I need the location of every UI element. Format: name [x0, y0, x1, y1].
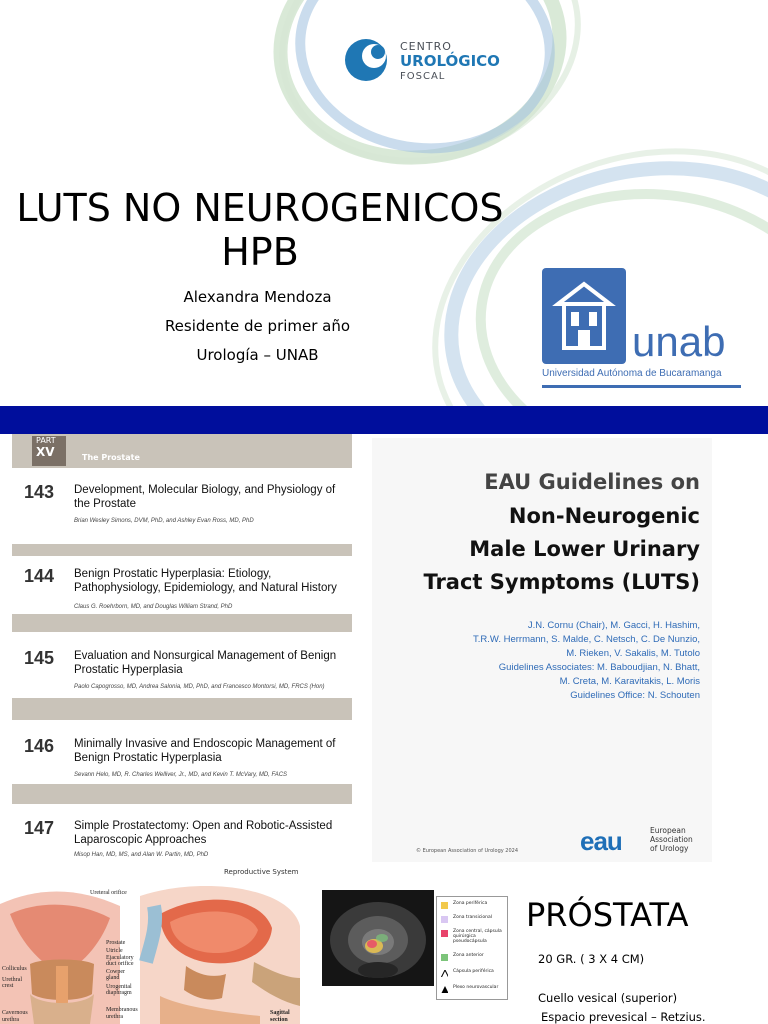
chapter-authors: Sevann Helo, MD, R. Charles Welliver, Jr., MD, and Kevin T. McVary, MD, FACS — [74, 772, 288, 778]
legend-label: Zona transicional — [453, 915, 493, 920]
chapter-title: Evaluation and Nonsurgical Management of Benign Prostatic Hyperplasia — [74, 650, 337, 676]
centro-logo-line2: UROLÓGICO — [400, 52, 500, 70]
chapter-authors: Brian Wesley Simons, DVM, PhD, and Ashley Evan Ross, MD, PhD — [74, 518, 254, 524]
chapter-number: 146 — [24, 736, 55, 756]
centro-urologico-logo — [344, 38, 504, 88]
chapter-entry — [12, 814, 352, 866]
label-urethra: urethra — [106, 1014, 123, 1020]
slide-title — [0, 186, 520, 274]
chapter-authors: Claus G. Roehrborn, MD, and Douglas William Strand, PhD — [74, 604, 233, 610]
eau-author-line: Guidelines Associates: M. Baboudjian, N. Bhatt, — [498, 662, 700, 673]
references-slide — [0, 434, 768, 866]
part-label: PART — [36, 436, 56, 445]
textbook-contents — [8, 434, 360, 866]
legend-label: Zona central, cápsula quirúrgica pseudocápsula — [453, 929, 502, 944]
eau-logo-text-line: European — [650, 826, 686, 835]
mri-zone-legend — [436, 896, 508, 1000]
label-gland: gland — [106, 975, 120, 981]
label-colliculus: Colliculus — [2, 966, 27, 972]
label-crest: crest — [2, 983, 14, 989]
eau-logo-text-line: of Urology — [650, 844, 689, 853]
prostate-anatomy-drawing-icon — [0, 866, 310, 1024]
eau-title-line: Non-Neurogenic — [508, 504, 700, 528]
label-sagittal: Sagittal — [270, 1010, 290, 1016]
label-urethral: Urethral — [2, 977, 22, 983]
chapter-title: Benign Prostatic Hyperplasia: Etiology, Pathophysiology, Epidemiology, and Natural History — [74, 568, 337, 594]
centro-logo-mark-icon — [344, 38, 392, 82]
label-diaphragm: diaphragm — [106, 990, 132, 996]
prostate-mri-image — [322, 890, 434, 986]
chapter-number: 144 — [24, 566, 55, 586]
title-line-1: LUTS NO NEUROGENICOS — [16, 186, 504, 230]
legend-swatch — [441, 902, 448, 909]
unab-underline — [542, 385, 741, 388]
unab-wordmark: unab — [632, 318, 726, 365]
legend-label: Zona anterior — [453, 953, 484, 958]
eau-copyright: © European Association of Urology 2024 — [416, 848, 519, 854]
eau-logo-text — [650, 826, 693, 853]
unab-building-icon — [542, 268, 626, 364]
title-slide — [0, 0, 768, 406]
label-section: section — [270, 1017, 288, 1023]
eau-title-line: Male Lower Urinary — [469, 537, 700, 561]
label-cowper: Cowper — [106, 969, 125, 975]
chapter-entry — [12, 562, 352, 642]
chapter-title: Development, Molecular Biology, and Physiology of the Prostate — [74, 484, 336, 510]
eau-author-line: T.R.W. Herrmann, S. Malde, C. Netsch, C. De Nunzio, — [472, 634, 700, 645]
label-ejaculatory: Ejaculatory — [106, 955, 134, 961]
prostate-size: 20 GR. ( 3 X 4 CM) — [538, 952, 645, 966]
eau-author-line: Guidelines Office: N. Schouten — [570, 690, 700, 701]
centro-logo-line3: FOSCAL — [400, 71, 446, 82]
legend-label: Cápsula periférica — [453, 969, 494, 974]
chapter-authors: Paolo Capogrosso, MD, Andrea Salonia, MD, PhD, and Francesco Montorsi, MD, FRCS (Hon) — [74, 684, 325, 690]
chapter-divider — [12, 784, 352, 804]
author-name: Alexandra Mendoza — [183, 288, 332, 306]
part-number: XV — [36, 445, 55, 459]
label-ureteral-orifice: Ureteral orifice — [90, 890, 127, 896]
mri-scan-icon — [322, 890, 434, 986]
prostate-anatomy-slide — [0, 866, 768, 1024]
eau-author-line: M. Creta, M. Karavitakis, L. Moris — [559, 676, 700, 687]
legend-swatch — [441, 930, 448, 937]
label-cavernous: Cavernous — [2, 1010, 28, 1016]
label-membranous: Membranous — [106, 1007, 138, 1013]
unab-logo — [540, 268, 745, 393]
legend-label: Zona periférica — [453, 901, 488, 906]
label-urethra-left: urethra — [2, 1017, 19, 1023]
eau-title-line: Tract Symptoms (LUTS) — [423, 570, 700, 594]
chapter-entry — [12, 732, 352, 812]
legend-label: Plexo neurovascular — [453, 985, 499, 990]
chapter-number: 147 — [24, 818, 55, 838]
chapter-divider — [12, 614, 352, 632]
eau-author-line: J.N. Cornu (Chair), M. Gacci, H. Hashim, — [527, 620, 700, 631]
prostate-retzius-space: Espacio prevesical – Retzius. — [541, 1010, 706, 1024]
author-program: Urología – UNAB — [196, 346, 319, 364]
centro-logo-line1: CENTRO — [400, 40, 452, 53]
chapter-divider — [12, 698, 352, 720]
anatomy-illustration — [0, 866, 310, 1024]
unab-caption: Universidad Autónoma de Bucaramanga — [542, 368, 722, 379]
eau-heading: EAU Guidelines on — [484, 470, 700, 494]
chapter-entry — [12, 478, 352, 558]
prostate-title: PRÓSTATA — [526, 896, 689, 934]
eau-guidelines-cover — [372, 438, 712, 862]
legend-swatch — [441, 916, 448, 923]
label-duct-orifice: duct orifice — [106, 961, 134, 967]
chapter-entry — [12, 644, 352, 724]
chapter-title: Minimally Invasive and Endoscopic Management of Benign Prostatic Hyperplasia — [74, 738, 336, 764]
chapter-title: Simple Prostatectomy: Open and Robotic-Assisted Laparoscopic Approaches — [74, 820, 333, 846]
chapter-number: 143 — [24, 482, 55, 502]
part-header — [12, 434, 352, 468]
prostate-bladder-neck: Cuello vesical (superior) — [538, 991, 678, 1005]
eau-logo-mark: eau — [580, 826, 622, 856]
chapter-number: 145 — [24, 648, 55, 668]
label-prostate: Prostate — [106, 940, 126, 946]
eau-logo-text-line: Association — [650, 835, 693, 844]
eau-author-line: M. Rieken, V. Sakalis, M. Tutolo — [566, 648, 700, 659]
eau-logo — [580, 824, 710, 858]
anatomy-heading: Reproductive System — [224, 868, 299, 876]
label-utricle: Utricle — [106, 948, 123, 954]
part-badge — [32, 436, 66, 466]
slide-separator-band — [0, 406, 768, 434]
chapter-authors: Misop Han, MD, MS, and Alan W. Partin, MD, PhD — [74, 852, 209, 858]
author-role: Residente de primer año — [164, 317, 351, 335]
triangle-outline-icon — [441, 970, 448, 977]
triangle-icon — [441, 986, 448, 993]
legend-swatch — [441, 954, 448, 961]
part-title: The Prostate — [82, 453, 140, 462]
title-line-2: HPB — [221, 230, 299, 274]
chapter-divider — [12, 544, 352, 556]
label-urogenital: Urogenital — [106, 984, 132, 990]
